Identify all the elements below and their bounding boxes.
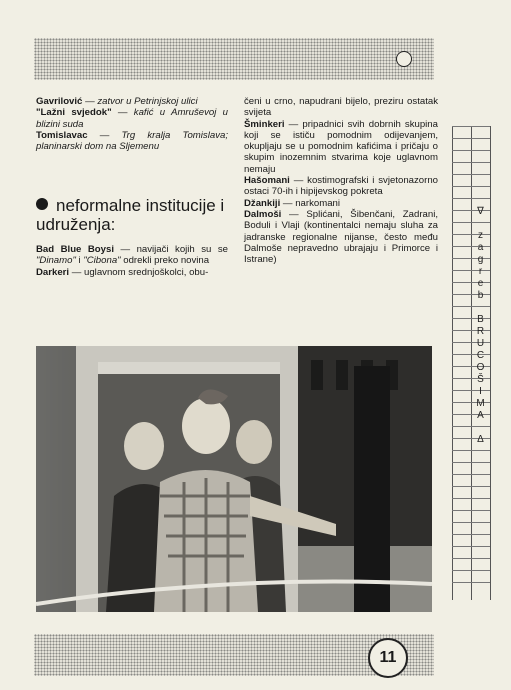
grid-line-horizontal	[452, 462, 490, 463]
glossary-entry: Džankiji — narkomani	[244, 197, 340, 209]
grid-line-horizontal	[452, 186, 490, 187]
grid-line-horizontal	[452, 306, 490, 307]
grid-line-horizontal	[452, 126, 490, 127]
grid-line-horizontal	[452, 174, 490, 175]
margin-index-letter: e	[477, 278, 484, 289]
entry-term: "Lažni svjedok"	[36, 107, 112, 119]
grid-line-horizontal	[452, 570, 490, 571]
grid-line-horizontal	[452, 474, 490, 475]
grid-line-horizontal	[452, 450, 490, 451]
glossary-entry: Gavrilović — zatvor u Petrinjskoj ulici	[36, 96, 198, 107]
margin-index-letter: Š	[477, 374, 484, 385]
grid-line-horizontal	[452, 426, 490, 427]
grid-line-horizontal	[452, 546, 490, 547]
margin-index-letter: B	[477, 314, 484, 325]
grid-line-horizontal	[452, 162, 490, 163]
left-column	[36, 96, 228, 152]
entry-term: Šminkeri	[244, 118, 285, 130]
left-column-continued	[36, 244, 228, 278]
entry-term: Tomislavac	[36, 129, 88, 141]
grid-line-horizontal	[452, 558, 490, 559]
grid-line-horizontal	[452, 534, 490, 535]
grid-line-horizontal	[452, 198, 490, 199]
grid-line-horizontal	[452, 582, 490, 583]
right-column	[244, 96, 438, 265]
margin-index-letter: A	[477, 410, 484, 421]
margin-index-letter: r	[478, 266, 483, 277]
continued-text: čeni u crno, napudrani bijelo, preziru ostatak svijeta	[244, 96, 438, 119]
grid-line-horizontal	[452, 222, 490, 223]
circle-marker-icon	[396, 51, 412, 67]
glossary-entry: Šminkeri — pripadnici svih dobrnih skupina koji se ističu pomodnim odijevanjem, okupljaju se u pomodnim kafićima i pričaju o skupim inozemnim stvarima koje uglavnom nemaju	[244, 118, 438, 175]
entry-term: Gavrilović	[36, 96, 83, 107]
glossary-entry: Hašomani — kostimografski i svjetonazorno ostaci 70-ih i hipijevskog pokreta	[244, 175, 438, 198]
margin-index-letter: R	[476, 326, 485, 337]
page-number: 11	[368, 638, 408, 678]
bullet-icon	[36, 198, 48, 210]
grid-line-horizontal	[452, 138, 490, 139]
margin-index-letter: C	[476, 350, 485, 361]
entry-term: Hašomani	[244, 175, 290, 187]
margin-index-letter: O	[476, 362, 485, 373]
entry-term: Darkeri	[36, 266, 70, 278]
top-dotted-band	[34, 38, 434, 80]
glossary-entry: Darkeri — uglavnom srednjoškolci, obu-	[36, 266, 209, 278]
margin-index-letter: I	[479, 386, 482, 397]
glossary-entry: Dalmoši — Splićani, Šibenčani, Zadrani, Boduli i Vlaji (kontinentalci nemaju sluha za jadranske regionalne nijanse, često među Dalmoše nepravedno ubrajaju i Primorce i Istrane)	[244, 208, 438, 266]
grid-line-horizontal	[452, 486, 490, 487]
margin-index-letter: z	[478, 230, 483, 241]
grid-line-vertical	[490, 126, 491, 600]
entry-definition: Trg kralja Tomislava; planinarski dom na Sljemenu	[36, 129, 228, 153]
grid-line-horizontal	[452, 522, 490, 523]
glossary-entry: Tomislavac — Trg kralja Tomislava; planinarski dom na Sljemenu	[36, 129, 228, 153]
entry-term: Džankiji	[244, 197, 281, 209]
glossary-entry: Bad Blue Boysi — navijači kojih su se "Dinamo" i "Cibona" odrekli preko novina	[36, 244, 228, 267]
margin-index-letter: Δ	[477, 434, 484, 445]
margin-index-letter: b	[477, 290, 484, 301]
margin-index-letter: g	[477, 254, 484, 265]
entry-definition: kafić u Amruševoj u blizini suda	[36, 107, 228, 130]
entry-definition: zatvor u Petrinjskoj ulici	[97, 96, 198, 107]
photograph	[36, 346, 432, 612]
glossary-entry: "Lažni svjedok" — kafić u Amruševoj u blizini suda	[36, 107, 228, 130]
photo-illustration	[36, 346, 432, 612]
grid-line-horizontal	[452, 150, 490, 151]
grid-line-horizontal	[452, 510, 490, 511]
entry-term: Bad Blue Boysi	[36, 244, 114, 255]
margin-index-letter: ∇	[477, 206, 484, 217]
section-heading: neformalne institucije i udruženja:	[36, 196, 225, 234]
entry-term: Dalmoši	[244, 208, 282, 220]
margin-index-letter: a	[477, 242, 484, 253]
grid-line-horizontal	[452, 498, 490, 499]
margin-index-letter: U	[476, 338, 485, 349]
margin-index-letter: M	[476, 398, 485, 409]
margin-index-grid	[452, 126, 490, 600]
